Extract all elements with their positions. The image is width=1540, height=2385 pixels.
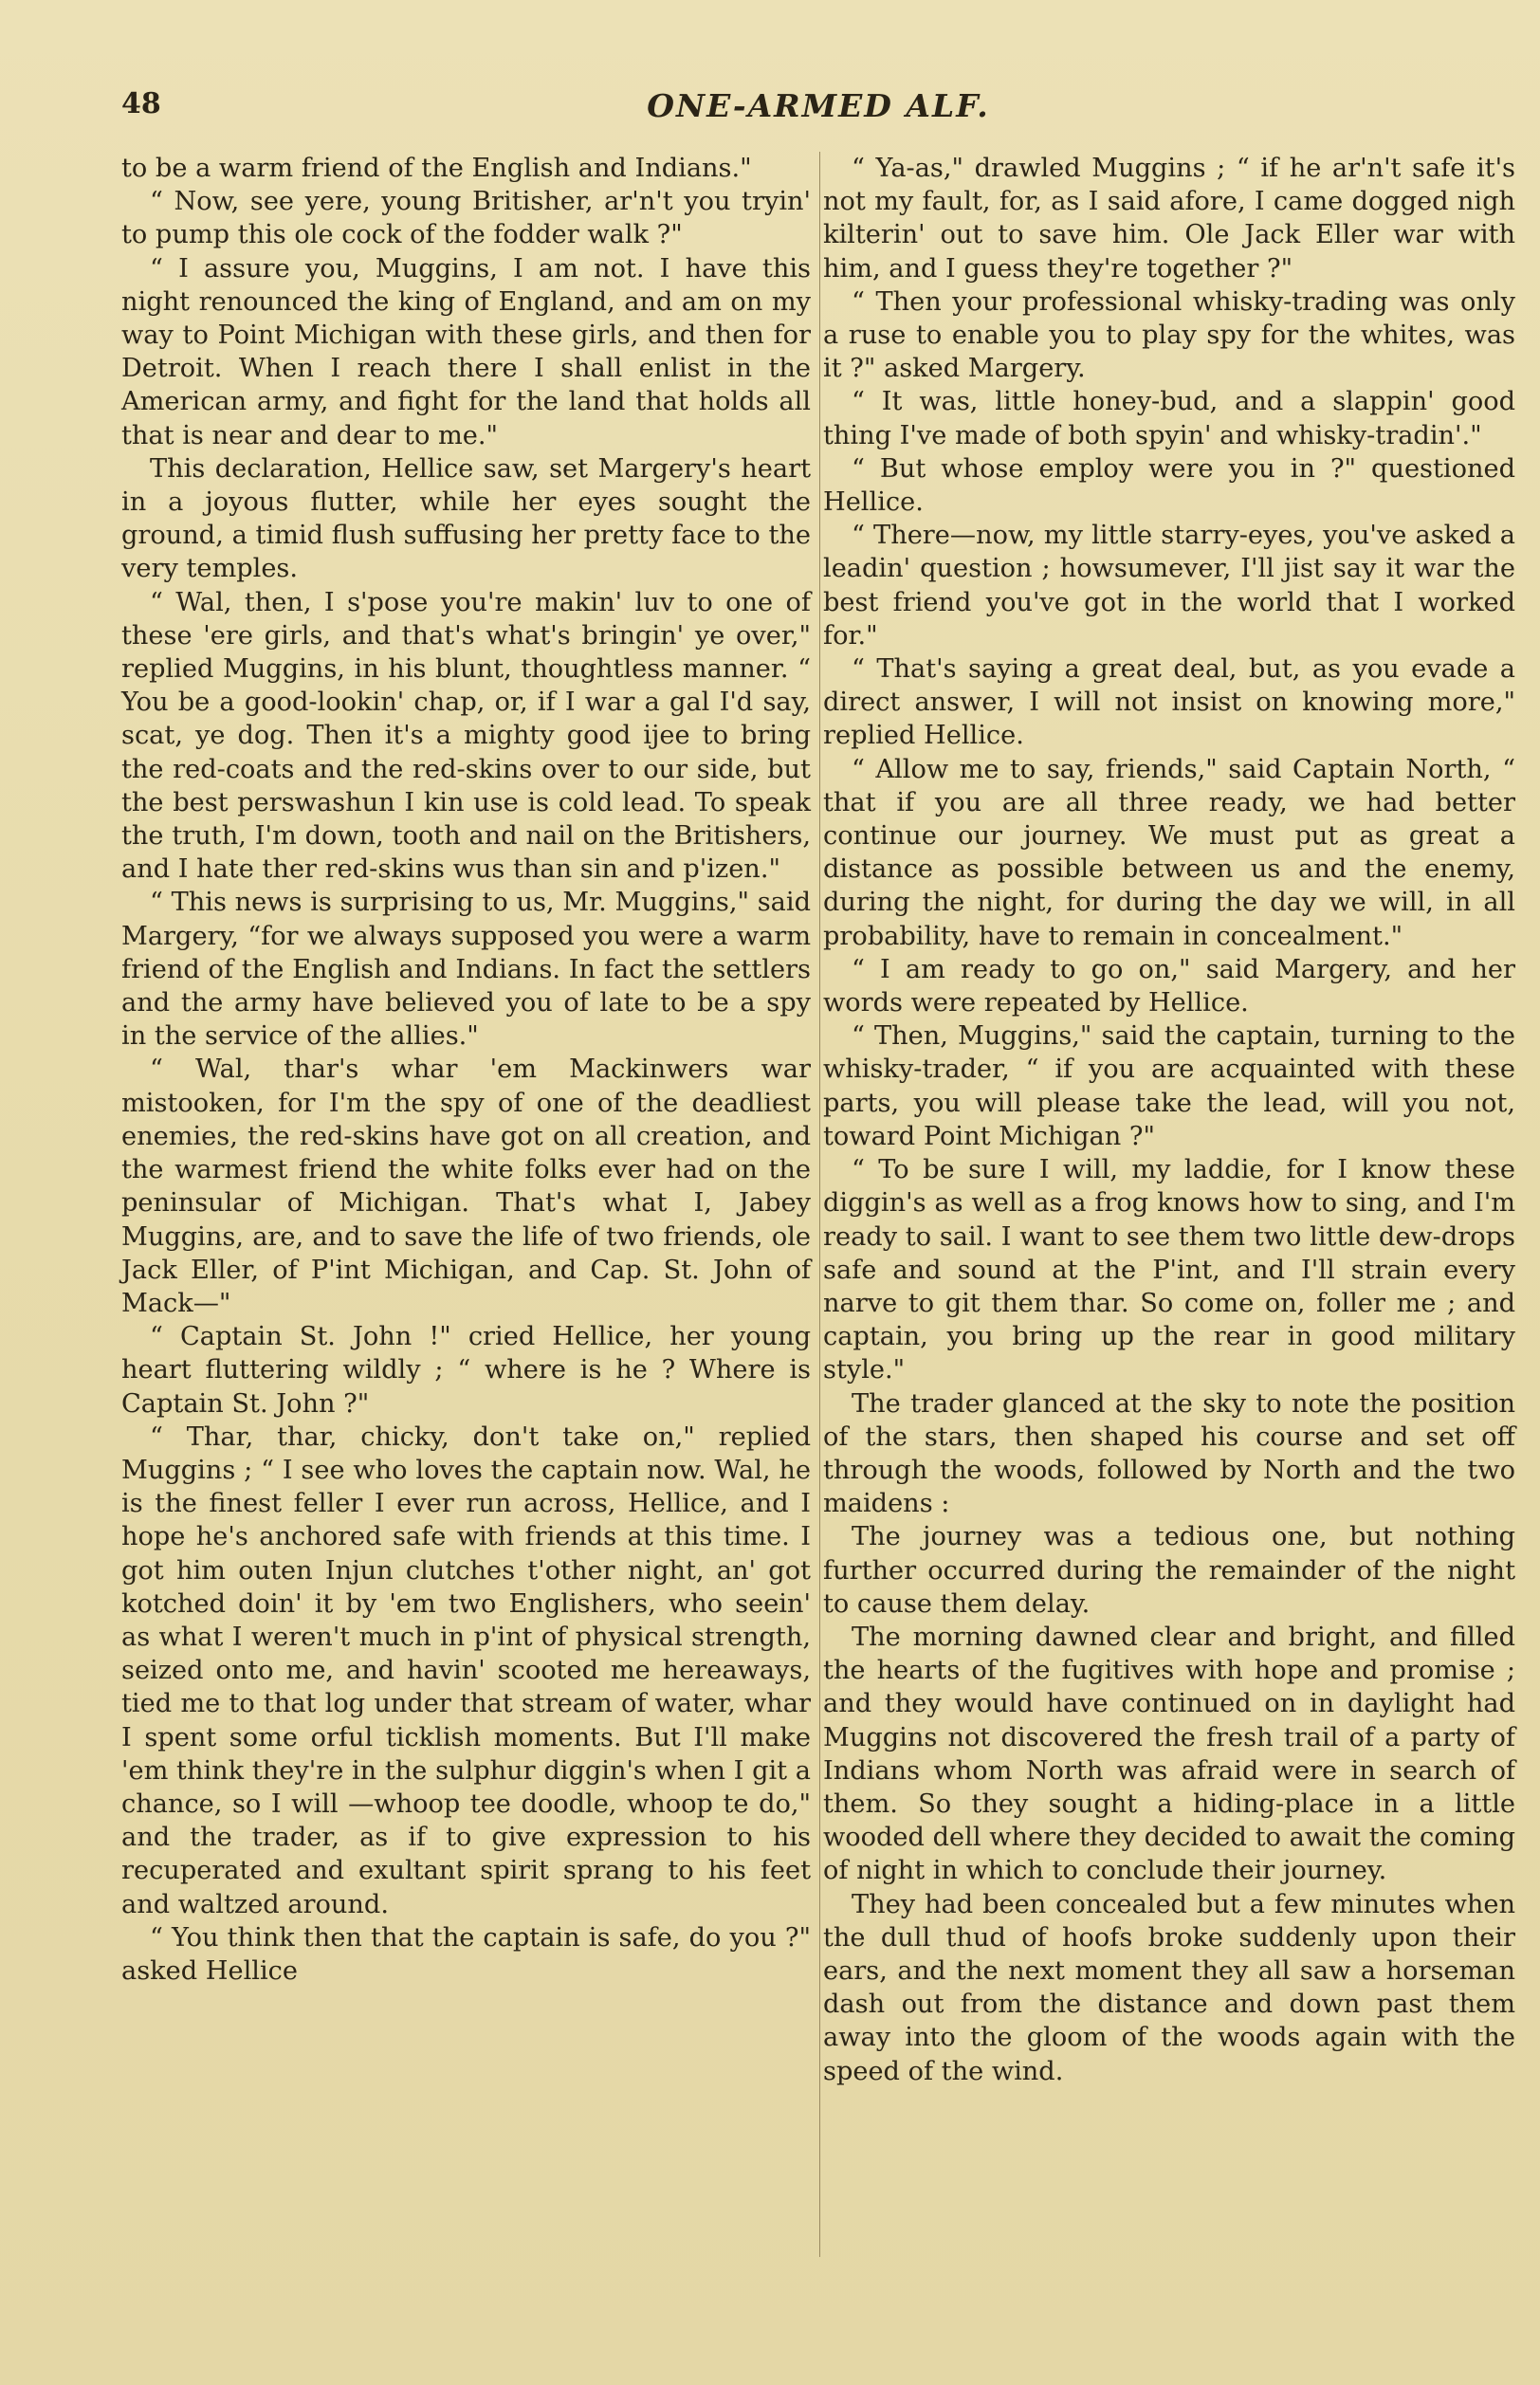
paragraph: “ Allow me to say, friends," said Captain North, “ that if you are all three ready, we had better continue our journey. We must put as great a distance as possible between us and the enemy, during the night, for during the day we will, in all probability, have to remain in concealment." (823, 754, 1515, 951)
paragraph: “ Ya-as," drawled Muggins ; “ if he ar'n't safe it's not my fault, for, as I said afore, I came dogged nigh kilterin' out to save him. Ole Jack Eller war with him, and I guess they're together ?" (823, 154, 1515, 284)
left-column (121, 152, 811, 1988)
page-header (121, 87, 1515, 131)
paragraph: “ There—now, my little starry-eyes, you've asked a leadin' question ; howsumever, I'll jist say it war the best friend you've got in the world that I worked for." (823, 521, 1515, 651)
paragraph: “ You think then that the captain is safe, do you ?" asked Hellice (121, 1922, 811, 1986)
paragraph: The journey was a tedious one, but nothing further occurred during the remainder of the night to cause them delay. (823, 1522, 1515, 1619)
paragraph: “ I assure you, Muggins, I am not. I have this night renounced the king of England, and am on my way to Point Michigan with these girls, and then for Detroit. When I reach there I shall enlist in the American army, and fight for the land that holds all that is near and dear to me." (121, 253, 811, 450)
paragraph: “ Captain St. John !" cried Hellice, her young heart fluttering wildly ; “ where is he ? Where is Captain St. John ?" (121, 1322, 811, 1419)
paragraph: to be a warm friend of the English and Indians." (121, 154, 752, 183)
paragraph: “ It was, little honey-bud, and a slappin' good thing I've made of both spyin' and whisky-tradin'." (823, 387, 1515, 450)
page-number: 48 (121, 87, 161, 120)
paragraph: “ Wal, thar's whar 'em Mackinwers war mistooken, for I'm the spy of one of the deadliest enemies, the red-skins have got on all creation, and the warmest friend the white folks ever had on the peninsular of Michigan. That's what I, Jabey Muggins, are, and to save the life of two friends, ole Jack Eller, of P'int Michigan, and Cap. St. John of Mack—" (121, 1055, 811, 1318)
column-divider (819, 152, 820, 2257)
right-column (823, 152, 1515, 2088)
paragraph: “ I am ready to go on," said Margery, and her words were repeated by Hellice. (823, 954, 1515, 1018)
paragraph: “ This news is surprising to us, Mr. Muggins," said Margery, “for we always supposed you were a warm friend of the English and Indians. In fact the settlers and the army have believed you of late to be a spy in the service of the allies." (121, 888, 811, 1052)
paragraph: “ But whose employ were you in ?" questioned Hellice. (823, 453, 1515, 518)
running-title: ONE-ARMED ALF. (647, 87, 990, 124)
paragraph: They had been concealed but a few minutes when the dull thud of hoofs broke suddenly upon their ears, and the next moment they all saw a horseman dash out from the distance and down past them away into the gloom of the woods again with the speed of the wind. (823, 1889, 1515, 2086)
paragraph: “ Now, see yere, young Britisher, ar'n't you tryin' to pump this ole cock of the fodder walk ?" (121, 187, 811, 250)
paragraph: “ Then your professional whisky-trading was only a ruse to enable you to play spy for the whites, was it ?" asked Margery. (823, 286, 1515, 384)
paragraph: The morning dawned clear and bright, and filled the hearts of the fugitives with hope and promise ; and they would have continued on in daylight had Muggins not discovered the fresh trail of a party of Indians whom North was afraid were in search of them. So they sought a hiding-place in a little wooded dell where they decided to await the coming of night in which to conclude their journey. (823, 1622, 1515, 1886)
paragraph: “ That's saying a great deal, but, as you evade a direct answer, I will not insist on knowing more," replied Hellice. (823, 654, 1515, 751)
paragraph: The trader glanced at the sky to note the position of the stars, then shaped his course and set off through the woods, followed by North and the two maidens : (823, 1388, 1515, 1519)
paragraph: “ Wal, then, I s'pose you're makin' luv to one of these 'ere girls, and that's what's bringin' ye over," replied Muggins, in his blunt, thoughtless manner. “ You be a good-lookin' chap, or, if I war a gal I'd say, scat, ye dog. Then it's a mighty good ijee to bring the red-coats and the red-skins over to our side, but the best perswashun I kin use is cold lead. To speak the truth, I'm down, tooth and nail on the Britishers, and I hate ther red-skins wus than sin and p'izen." (121, 587, 811, 885)
paragraph: “ To be sure I will, my laddie, for I know these diggin's as well as a frog knows how to sing, and I'm ready to sail. I want to see them two little dew-drops safe and sound at the P'int, and I'll strain every narve to git them thar. So come on, foller me ; and captain, you bring up the rear in good military style." (823, 1155, 1515, 1385)
paragraph: This declaration, Hellice saw, set Margery's heart in a joyous flutter, while her eyes sought the ground, a timid flush suffusing her pretty face to the very temples. (121, 453, 811, 584)
paragraph: “ Then, Muggins," said the captain, turning to the whisky-trader, “ if you are acquainted with these parts, you will please take the lead, will you not, toward Point Michigan ?" (823, 1021, 1515, 1151)
paragraph: “ Thar, thar, chicky, don't take on," replied Muggins ; “ I see who loves the captain now. Wal, he is the finest feller I ever run across, Hellice, and I hope he's anchored safe with friends at this time. I got him outen Injun clutches t'other night, an' got kotched doin' it by 'em two Englishers, who seein' as what I weren't much in p'int of physical strength, seized onto me, and havin' scooted me hereaways, tied me to that log under that stream of water, whar I spent some orful ticklish moments. But I'll make 'em think they're in the sulphur diggin's when I git a chance, so I will —whoop tee doodle, whoop te do," and the trader, as if to give expression to his recuperated and exultant spirit sprang to his feet and waltzed around. (121, 1422, 811, 1919)
